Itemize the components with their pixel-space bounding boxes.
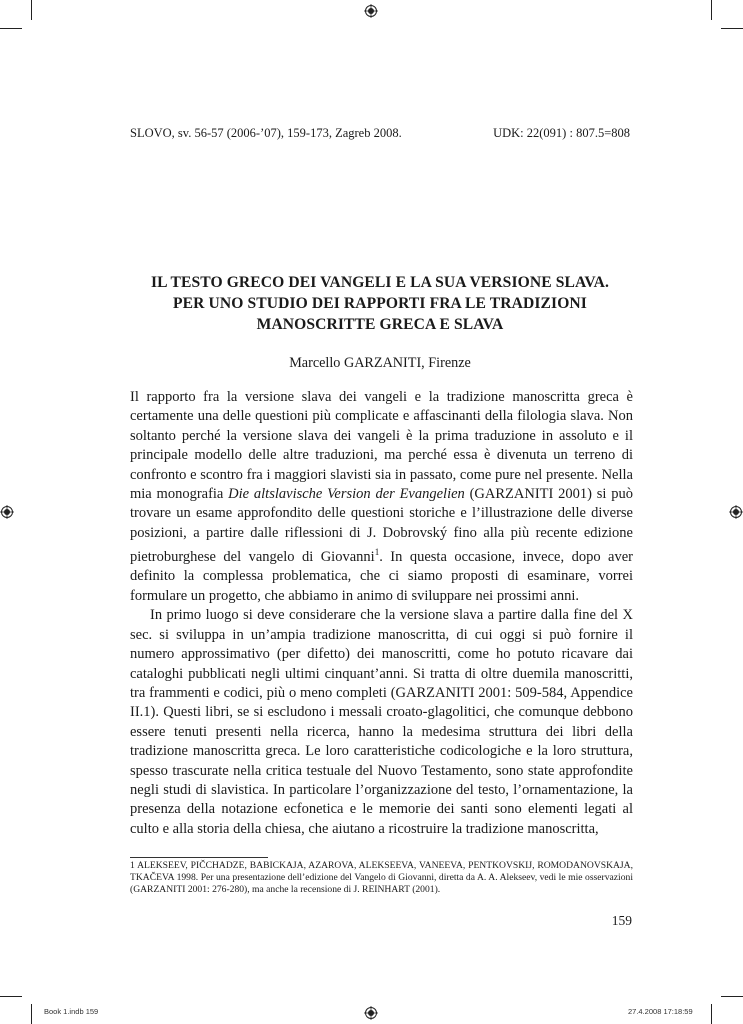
crop-mark-icon [31,0,32,20]
title-line: MANOSCRITTE GRECA E SLAVA [256,316,504,333]
title-line: PER UNO STUDIO DEI RAPPORTI FRA LE TRADIZIONI [173,295,587,312]
crop-mark-icon [721,28,743,29]
crop-mark-icon [0,996,22,997]
crop-mark-icon [0,28,22,29]
footnote-reference[interactable]: 1 [374,547,380,558]
article-body [130,388,633,839]
paragraph-text: . In questa occasione, invece, dopo aver definito la complessa problematica, che ci siamo proposti di esaminare, vorrei formulare un progetto, che abbiamo in animo di sviluppare nei prossimi anni. [130,549,634,604]
udk-classification: UDK: 22(091) : 807.5=808 [493,126,630,140]
book-title: Die altslavische Version der Evangelien [228,486,465,503]
registration-mark-icon [729,505,743,519]
crop-mark-icon [711,0,712,20]
title-line: IL TESTO GRECO DEI VANGELI E LA SUA VERSIONE SLAVA. [150,274,610,291]
author-line: Marcello GARZANITI, Firenze [289,355,471,371]
paragraph [130,388,633,606]
footnote-divider [130,857,268,858]
page-number: 159 [611,913,632,928]
registration-mark-icon [0,505,14,519]
paragraph-text: (GARZANITI 2001) si può trovare un esame approfondito delle questioni storiche e l’illustrazione delle diverse posizioni, a partire dalle riflessioni di J. Dobrovský fino alla più recente edizione pietroburghese del vangelo di Giovanni [130,486,633,566]
journal-citation: SLOVO, sv. 56-57 (2006-’07), 159-173, Zagreb 2008. [130,126,402,140]
crop-mark-icon [711,1004,712,1024]
crop-mark-icon [721,996,743,997]
paragraph-text: Il rapporto fra la versione slava dei vangeli e la tradizione manoscritta greca è certamente una delle questioni più complicate e affascinanti della filologia slava. Non soltanto perché la versione slava dei vangeli è la prima traduzione in assoluto e il principale modello delle altre traduzioni, ma perché essa è divenuta un terreno di confronto e scontro fra i maggiori slavisti sia in passato, come pure nel presente. Nella mia monografia [130,389,633,503]
registration-mark-icon [364,1006,378,1020]
paragraph: In primo luogo si deve considerare che la versione slava a partire dalla fine del X sec. si sviluppa in un’ampia tradizione manoscritta, di cui oggi si può fornire il numero approssimativo (per difetto) dei manoscritti, come ho potuto ricavare dai cataloghi pubblicati negli ultimi cinquant’anni. Si tratta di oltre duemila manoscritti, tra frammenti e codici, più o meno completi (GARZANITI 2001: 509-584, Appendice II.1). Questi libri, se si escludono i messali croato-glagolitici, che comunque debbono essere tenuti presenti nella ricerca, hanno la medesima struttura dei libri della tradizione manoscritta greca. Le loro caratteristiche codicologiche e la loro struttura, spesso trascurate nella critica testuale del Nuovo Testamento, sono state approfondite negli studi di slavistica. In particolare l’organizzazione del testo, l’ornamentazione, la presenza della notazione ecfonetica e le memorie dei santi sono elementi legati al culto e alla storia della chiesa, che aiutano a ricostruire la tradizione manoscritta, [130,607,633,837]
printer-slug-timestamp: 27.4.2008 17:18:59 [628,1007,693,1016]
article-title [130,272,630,335]
registration-mark-icon [364,4,378,18]
printer-slug-file: Book 1.indb 159 [44,1007,99,1016]
crop-mark-icon [31,1004,32,1024]
footnote: 1 ALEKSEEV, PIČCHADZE, BABICKAJA, AZAROVA, ALEKSEEVA, VANEEVA, PENTKOVSKIJ, ROMODANOVSKAJA, TKAČEVA 1998. Per una presentazione dell’edizione del Vangelo di Giovanni, diretta da A. A. Alekseev, vedi le mie osservazioni (GARZANITI 2001: 276-280), ma anche la recensione di J. REINHART (2001). [130,860,633,896]
